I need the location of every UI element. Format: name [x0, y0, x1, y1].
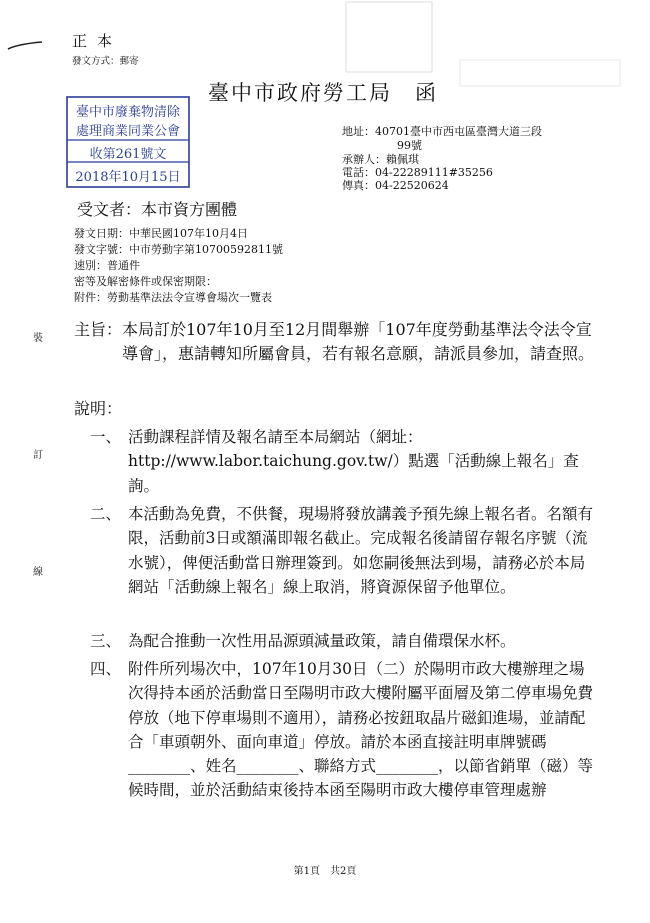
- stamp-org-line2: 處理商業同業公會: [75, 124, 180, 139]
- binding-mark-2: 訂: [33, 450, 43, 461]
- item-number: 三、: [90, 632, 122, 650]
- contact-fax: 傳真：04-22520624: [342, 179, 449, 192]
- contact-address: 地址：40701臺中市西屯區臺灣大道三段: [342, 125, 542, 138]
- item-number: 二、: [90, 505, 122, 523]
- item-text: 本活動為免費，不供餐，現場將發放講義予預先線上報名者。名額有限，活動前3日或額滿即報名截止。完成報名後請留存報名序號（流水號），俾便活動當日辦理簽到。如您嗣後無法到場，請務必於本局網站「活動線上報名」線上取消，將資源保留予他單位。: [128, 505, 594, 596]
- issue-date: 發文日期：中華民國107年10月4日: [74, 227, 248, 240]
- item-text: 為配合推動一次性用品源頭減量政策，請自備環保水杯。: [128, 632, 516, 650]
- send-method: 發文方式：郵寄: [72, 56, 139, 67]
- received-stamp: [66, 96, 190, 188]
- secrecy-level: 密等及解密條件或保密期限：: [74, 275, 217, 288]
- contact-handler: 承辦人：賴佩琪: [342, 153, 419, 166]
- delivery-speed: 速別：普通件: [74, 259, 140, 272]
- subject-label: 主旨：: [74, 320, 123, 339]
- binding-mark-1: 裝: [33, 333, 43, 344]
- stamp-org-line1: 臺中市廢棄物清除: [75, 105, 180, 120]
- document-number: 發文字號：中市勞動字第10700592811號: [74, 243, 283, 256]
- contact-phone: 電話：04-22289111#35256: [342, 166, 493, 179]
- subject-text: 本局訂於107年10月至12月間舉辦「107年度勞動基準法令法令宣導會」，惠請轉知所屬會員，若有報名意願，請派員參加，請查照。: [122, 320, 595, 363]
- explanation-item-1: [90, 425, 600, 500]
- contact-address-cont: 99號: [397, 139, 422, 152]
- explanation-item-4: [90, 657, 600, 847]
- explanation-item-3: [90, 629, 600, 655]
- page-footer: 第1頁 共2頁: [293, 866, 357, 877]
- explanation-item-2: [90, 502, 600, 627]
- explanation-label: 說明：: [74, 399, 123, 418]
- binding-mark-3: 線: [33, 567, 43, 578]
- copy-label: 正本: [72, 32, 123, 50]
- recipient: 受文者：本市資方團體: [77, 200, 238, 219]
- stamp-receipt-date: 2018年10月15日: [75, 170, 181, 185]
- item-number: 一、: [90, 428, 122, 446]
- pen-mark-icon: [6, 40, 44, 54]
- stamp-receipt-no: 收第261號文: [89, 147, 167, 162]
- item-text: 活動課程詳情及報名請至本局網站（網址：http://www.labor.taichung.gov.tw/）點選「活動線上報名」查詢。: [128, 428, 579, 495]
- item-text: 附件所列場次中，107年10月30日（二）於陽明市政大樓辦理之場次得持本函於活動當日至陽明市政大樓附屬平面層及第二停車場免費停放（地下停車場則不適用），請務必按鈕取晶片磁釦進場，並請配合「車頭朝外、面向車道」停放。請於本函直接註明車牌號碼________、姓名________、聯絡方式________，以節省銷單（磁）等候時間，並於活動結束後持本函至陽明市政大樓停車管理處辦: [128, 660, 594, 800]
- document-title: 臺中市政府勞工局 函: [208, 81, 438, 105]
- attachment: 附件：勞動基準法法令宣導會場次一覽表: [74, 291, 272, 304]
- item-number: 四、: [90, 660, 122, 678]
